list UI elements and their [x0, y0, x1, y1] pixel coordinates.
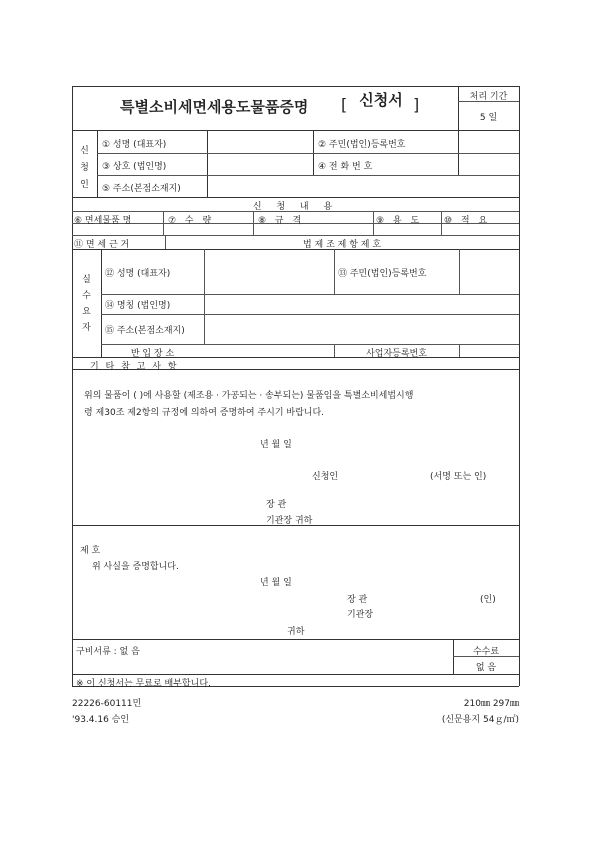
statement-line-1: 위의 물품이 ( )에 사용할 (제조용 · 가공되는 · 송부되는) 물품임을 특별소비세법시행 [84, 391, 414, 401]
applicant-name-field[interactable] [210, 132, 310, 151]
statement-chief-label: 장 관 [266, 500, 287, 510]
certification-date: 년 월 일 [260, 578, 292, 588]
statement-line-2: 령 제30조 제2항의 규정에 의하여 증명하여 주시기 바랍니다. [84, 408, 325, 418]
form-title: 특별소비세면세용도물품증명 [120, 98, 309, 116]
certification-number: 제 호 [80, 546, 101, 556]
statement-date: 년 월 일 [260, 440, 292, 450]
processing-period-value: 5 일 [479, 113, 498, 123]
applicant-id-label: ② 주민(법인)등록번호 [318, 140, 406, 150]
title-bracket-close: ] [413, 95, 420, 114]
applicant-phone-label: ④ 전 화 번 호 [318, 162, 373, 172]
tax-basis-label: ⑪ 면 세 근 거 [74, 240, 130, 250]
business-reg-label: 사업자등록번호 [366, 349, 427, 359]
col-item-label: ⑥ 면세물품 명 [74, 216, 132, 226]
recipient-address-field[interactable] [207, 316, 517, 342]
applicant-name-label: ① 성명 (대표자) [102, 140, 167, 150]
paper-size: 210㎜ 297㎜ [463, 699, 519, 709]
free-distribution-note: ※ 이 신청서는 무료로 배부합니다. [76, 679, 211, 689]
delivery-place-label: 반 입 장 소 [130, 349, 175, 359]
processing-period-label: 처리 기간 [469, 92, 508, 102]
col-qty-label: ⑦ 수 량 [168, 216, 215, 226]
fee-value: 없 음 [475, 663, 497, 673]
other-notes-label: 기 타 참 고 사 항 [90, 362, 179, 372]
certification-org-head: 기관장 [347, 610, 374, 620]
business-reg-field[interactable] [461, 345, 517, 356]
statement-signature-label: (서명 또는 인) [430, 472, 487, 482]
applicant-company-label: ③ 상호 (법인명) [102, 162, 167, 172]
certification-seal: (인) [480, 595, 496, 605]
delivery-place-field[interactable] [206, 345, 332, 356]
frame-top [72, 86, 519, 87]
title-bracket-open: [ [341, 95, 348, 114]
form-number: 22226-60111민 [72, 699, 142, 709]
col-spec-label: ⑧ 규 격 [258, 216, 305, 226]
recipient-name-label: ⑫ 성명 (대표자) [105, 269, 171, 279]
col-note-label: ⑩ 적 요 [444, 216, 491, 226]
certification-addressee: 귀하 [287, 627, 305, 637]
form-title-suffix: 신청서 [359, 91, 403, 109]
col-use-label: ⑨ 용 도 [376, 216, 423, 226]
applicant-phone-field[interactable] [460, 155, 517, 173]
recipient-id-label: ⑬ 주민(법인)등록번호 [338, 269, 427, 279]
required-docs-label: 구비서류 : 없 음 [76, 647, 140, 657]
tax-basis-value: 법 제 조 제 항 제 호 [302, 240, 382, 250]
fee-label: 수수료 [472, 647, 500, 657]
recipient-name-field[interactable] [207, 251, 332, 292]
frame-right [519, 86, 520, 686]
recipient-company-label: ⑭ 명칭 (법인명) [105, 301, 171, 311]
applicant-address-label: ⑤ 주소(본점소재지) [102, 184, 181, 194]
certification-text: 위 사실을 증명합니다. [92, 562, 179, 572]
applicant-id-field[interactable] [460, 132, 517, 151]
statement-applicant-label: 신청인 [312, 472, 339, 482]
recipient-id-field[interactable] [461, 251, 517, 292]
statement-addressee: 기관장 귀하 [266, 516, 313, 526]
recipient-address-label: ⑮ 주소(본점소재지) [105, 326, 185, 336]
paper-spec: (신문용지 54ｇ/㎡) [441, 715, 519, 725]
applicant-address-field[interactable] [210, 177, 517, 195]
recipient-company-field[interactable] [207, 296, 517, 312]
approval-date: '93.4.16 승인 [72, 715, 130, 725]
applicant-section-label: 신 청 인 [80, 146, 89, 190]
applicant-company-field[interactable] [210, 155, 310, 173]
certification-chief: 장 관 [347, 595, 368, 605]
request-section-label: 신 청 내 용 [252, 202, 339, 212]
recipient-section-label: 실 수 요 자 [82, 275, 91, 333]
